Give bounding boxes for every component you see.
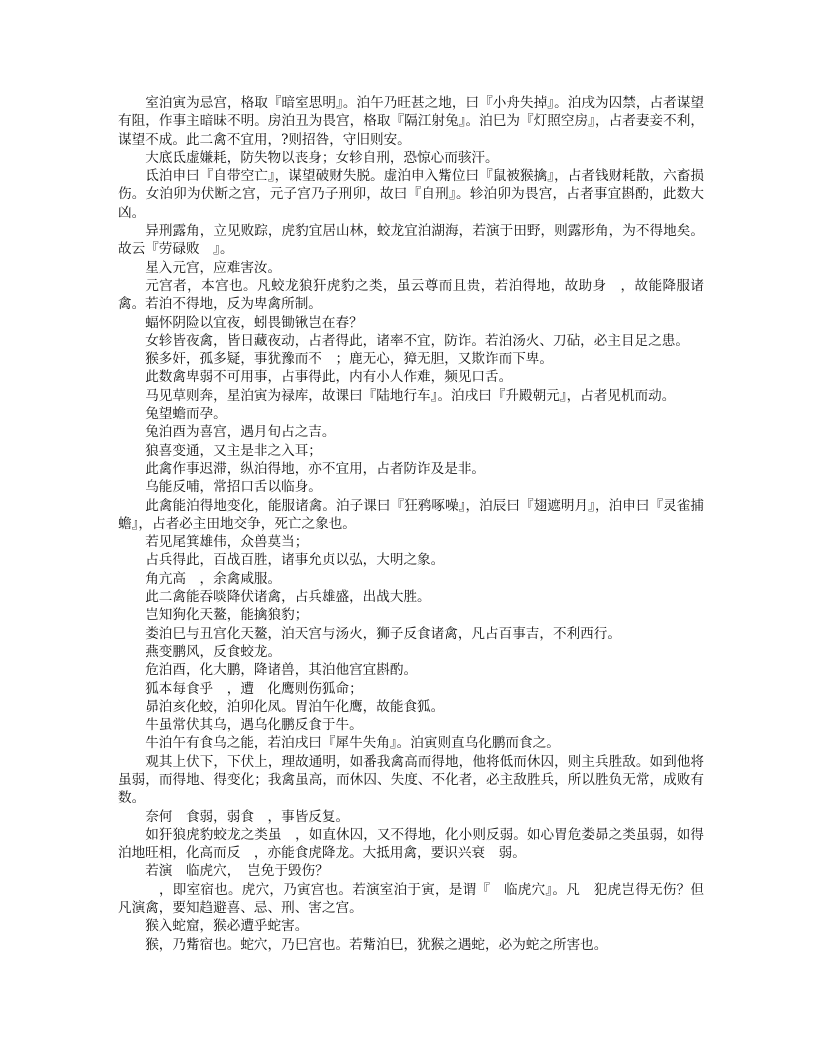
paragraph: 元宫者，本宫也。凡蛟龙狼犴虎豹之类，虽云尊而且贵，若泊得地，故助身 ，故能降服诸禽。若泊不得地，反为卑禽所制。 (118, 277, 704, 313)
paragraph: 牛泊午有食乌之能，若泊戌曰『犀牛失角』。泊寅则直乌化鹏而食之。 (145, 735, 560, 752)
paragraph: 娄泊巳与丑宫化天鳌，泊天宫与汤火，狮子反食诸禽，凡占百事吉，不利西行。 (145, 625, 621, 642)
paragraph: 昴泊亥化蛟，泊卯化凤。胃泊午化鹰，故能食狐。 (145, 698, 445, 715)
paragraph: 牛虽常伏其乌，遇乌化鹏反食于牛。 (145, 717, 363, 734)
paragraph: 观其上伏下，下伏上，理故通明，如番我禽高而得地，他将低而休囚，则主兵胜敌。如到他将虽弱，而得地、得变化；我禽虽高，而休囚、失度、不化者，必主敌胜兵，所以胜负无常，成败有数。 (118, 753, 704, 807)
paragraph: 星入元宫，应难害汝。 (145, 259, 282, 276)
paragraph: ，即室宿也。虎穴，乃寅宫也。若演室泊于寅，是谓『 临虎穴』。凡 犯虎岂得无伤？但凡演禽，要知趋避喜、忌、刑、害之宫。 (118, 881, 704, 917)
paragraph: 异刑露角，立见败踪，虎豹宜居山林，蛟龙宜泊湖海，若演于田野，则露形角，为不得地矣。故云『劳碌败 』。 (118, 223, 704, 258)
paragraph: 角亢高 ，余禽咸服。 (145, 570, 282, 587)
paragraph: 岂知狗化天鳌，能擒狼豹； (145, 607, 309, 624)
paragraph: 猴，乃觜宿也。蛇穴，乃巳宫也。若觜泊巳，犹猴之遇蛇，必为蛇之所害也。 (145, 936, 608, 953)
paragraph: 燕变鹏风，反食蛟龙。 (145, 643, 282, 660)
paragraph: 狐本每食乎 ，遭 化鹰则伤狐命； (145, 680, 363, 697)
paragraph: 狼喜变通，又主是非之入耳； (145, 442, 322, 459)
paragraph: 此数禽卑弱不可用事，占事得此，内有小人作难，频见口舌。 (145, 369, 513, 386)
paragraph: 大底氐虚嫌耗，防失物以丧身；女轸自刑，恐惊心而骇汗。 (145, 149, 499, 166)
paragraph: 室泊寅为忌宫，格取『暗室思明』。泊午乃旺甚之地，曰『小舟失掉』。泊戌为囚禁，占者谋望有阻，作事主暗昧不明。房泊丑为畏宫，格取『隔江射兔』。泊巳为『灯照空房』，占者妻妾不利，谋望不成。此二禽不宜用，?则招咎，守旧则安。 (118, 95, 704, 148)
paragraph: 如犴狼虎豹蛟龙之类虽 ，如直休囚，又不得地，化小则反弱。如心胃危娄昴之类虽弱，如得泊地旺相，化高而反 ，亦能食虎降龙。大抵用禽，要识兴衰 弱。 (118, 826, 704, 862)
paragraph: 占兵得此，百战百胜，诸事允贞以弘，大明之象。 (145, 552, 445, 569)
paragraph: 此二禽能吞啖降伏诸禽，占兵雄盛，出战大胜。 (145, 589, 431, 606)
paragraph: 蝠怀阴险以宜夜，蚓畏锄锹岂在春？ (145, 314, 363, 331)
paragraph: 兔泊酉为喜宫，遇月旬占之吉。 (145, 424, 336, 441)
paragraph: 氐泊申曰『自带空亡』，谋望破财失脱。虚泊申入觜位曰『鼠被猴擒』，占者钱财耗散，六畜损伤。女泊卯为伏断之宫，元子宫乃子刑卯，故曰『自刑』。轸泊卯为畏宫，占者事宜斟酌，此数大凶。 (118, 168, 704, 221)
paragraph: 此禽能泊得地变化，能服诸禽。泊子课曰『狂鸦啄噪』，泊辰曰『翅遮明月』，泊申曰『灵雀捕蟾』，占者必主田地交争，死亡之象也。 (118, 497, 704, 532)
paragraph: 猴多奸，孤多疑，事犹豫而不 ；鹿无心，獐无胆，又欺诈而下卑。 (145, 351, 553, 368)
paragraph: 此禽作事迟滞，纵泊得地，亦不宜用，占者防诈及是非。 (145, 460, 486, 477)
paragraph: 奈何 食弱，弱食 ，事皆反复。 (145, 808, 350, 825)
paragraph: 危泊酉，化大鹏，降诸兽，其泊他宫宜斟酌。 (145, 662, 418, 679)
paragraph: 乌能反哺，常招口舌以临身。 (145, 479, 322, 496)
paragraph: 女轸皆夜禽，皆日藏夜动，占者得此，诸率不宜，防诈。若泊汤火、刀砧，必主目足之患。 (145, 332, 689, 349)
paragraph: 若见尾箕雄伟，众兽莫当； (145, 534, 309, 551)
document-page (118, 94, 704, 954)
paragraph: 兔望蟾而孕。 (145, 406, 227, 423)
paragraph: 若演 临虎穴， 岂免于毁伤？ (145, 863, 329, 880)
paragraph: 猴入蛇窟，猴必遭乎蛇害。 (145, 918, 309, 935)
paragraph: 马见草则奔，星泊寅为禄库，故课曰『陆地行车』。泊戌曰『升殿朝元』，占者见机而动。 (145, 387, 676, 404)
